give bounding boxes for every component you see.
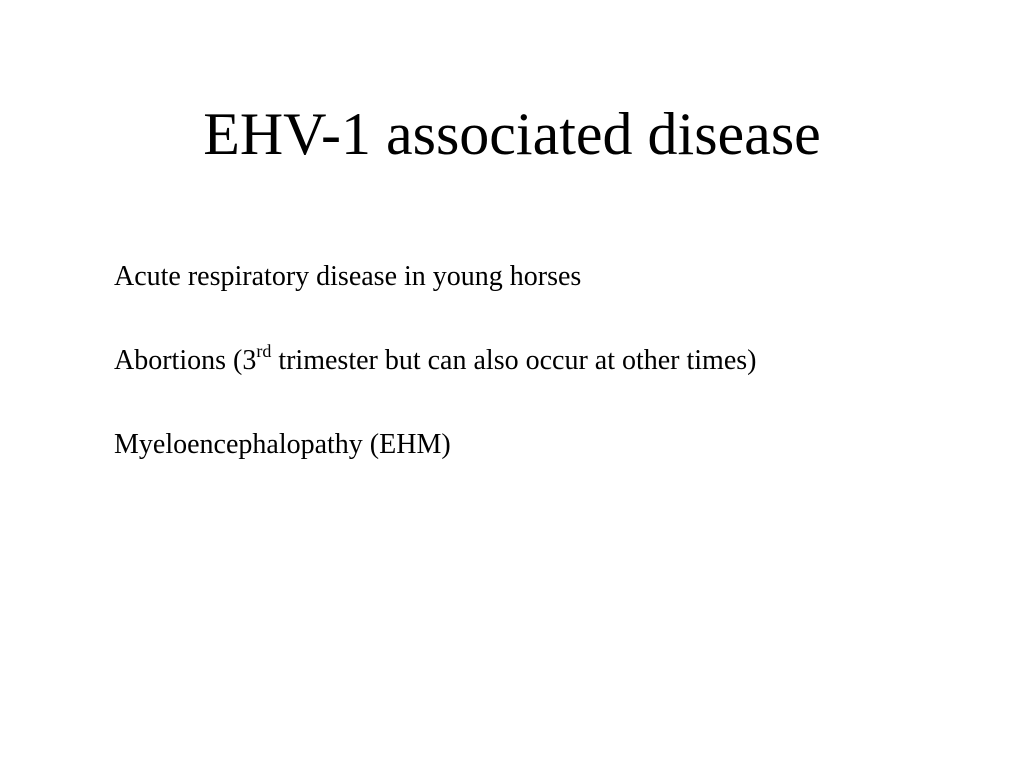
- slide-body: [114, 257, 834, 509]
- bullet-acute-respiratory: Acute respiratory disease in young horses: [114, 261, 582, 292]
- slide-title: EHV-1 associated disease: [203, 101, 821, 167]
- bullet-abortions-text-after: trimester but can also occur at other times): [271, 345, 757, 376]
- bullet-myeloencephalopathy: Myeloencephalopathy (EHM): [114, 429, 451, 460]
- ordinal-superscript: rd: [256, 340, 272, 361]
- bullet-abortions-text-before: Abortions (3: [114, 345, 257, 376]
- bullet-abortions: [114, 341, 834, 381]
